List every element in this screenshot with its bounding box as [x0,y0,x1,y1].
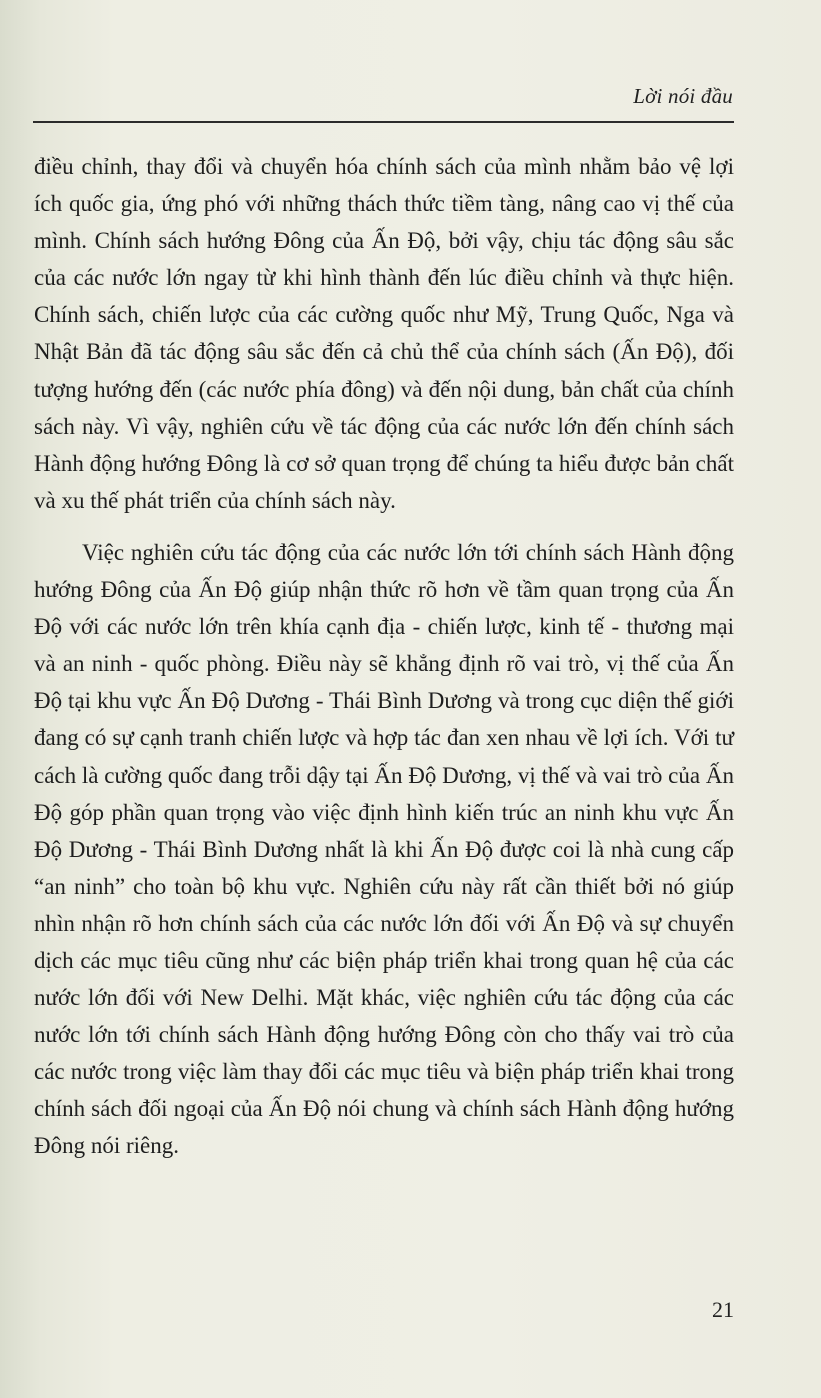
paragraph-1: điều chỉnh, thay đổi và chuyển hóa chính sách của mình nhằm bảo vệ lợi ích quốc gia, ứng phó với những thách thức tiềm tàng, nâng cao vị thế của mình. Chính sách hướng Đông của Ấn Độ, bởi vậy, chịu tác động sâu sắc của các nước lớn ngay từ khi hình thành đến lúc điều chỉnh và thực hiện. Chính sách, chiến lược của các cường quốc như Mỹ, Trung Quốc, Nga và Nhật Bản đã tác động sâu sắc đến cả chủ thể của chính sách (Ấn Độ), đối tượng hướng đến (các nước phía đông) và đến nội dung, bản chất của chính sách này. Vì vậy, nghiên cứu về tác động của các nước lớn đến chính sách Hành động hướng Đông là cơ sở quan trọng để chúng ta hiểu được bản chất và xu thế phát triển của chính sách này. [34,154,734,513]
page-number: 21 [712,1297,734,1322]
body-text [34,148,734,1165]
paragraph-2: Việc nghiên cứu tác động của các nước lớn tới chính sách Hành động hướng Đông của Ấn Độ giúp nhận thức rõ hơn về tầm quan trọng của Ấn Độ với các nước lớn trên khía cạnh địa - chiến lược, kinh tế - thương mại và an ninh - quốc phòng. Điều này sẽ khẳng định rõ vai trò, vị thế của Ấn Độ tại khu vực Ấn Độ Dương - Thái Bình Dương và trong cục diện thế giới đang có sự cạnh tranh chiến lược và hợp tác đan xen nhau về lợi ích. Với tư cách là cường quốc đang trỗi dậy tại Ấn Độ Dương, vị thế và vai trò của Ấn Độ góp phần quan trọng vào việc định hình kiến trúc an ninh khu vực Ấn Độ Dương - Thái Bình Dương nhất là khi Ấn Độ được coi là nhà cung cấp “an ninh” cho toàn bộ khu vực. Nghiên cứu này rất cần thiết bởi nó giúp nhìn nhận rõ hơn chính sách của các nước lớn đối với Ấn Độ và sự chuyển dịch các mục tiêu cũng như các biện pháp triển khai trong quan hệ của các nước lớn đối với New Delhi. Mặt khác, việc nghiên cứu tác động của các nước lớn tới chính sách Hành động hướng Đông còn cho thấy vai trò của các nước trong việc làm thay đổi các mục tiêu và biện pháp triển khai trong chính sách đối ngoại của Ấn Độ nói chung và chính sách Hành động hướng Đông nói riêng. [34,539,734,1159]
header-rule [33,121,734,123]
running-head-title: Lời nói đầu [633,84,733,108]
